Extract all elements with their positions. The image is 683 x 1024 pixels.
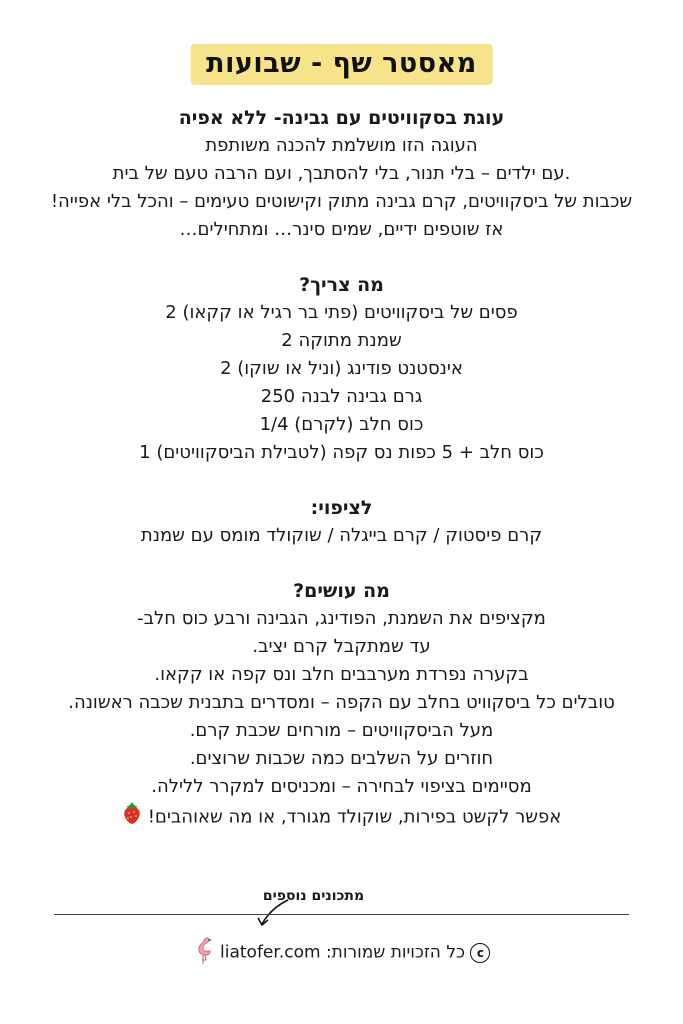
recipe-title: עוגת בסקוויטים עם גבינה- ללא אפיה <box>178 107 505 129</box>
more-recipes-link[interactable]: מתכונים נוספים <box>262 888 365 904</box>
step-line: מסיימים בציפוי לבחירה – ומכניסים למקרר ללילה. <box>151 776 532 797</box>
intro-line: .עם ילדים – בלי תנור, בלי להסתבך, ועם הרבה טעם של בית <box>112 163 571 184</box>
step-line: חוזרים על השלבים כמה שכבות שרוצים. <box>189 748 494 769</box>
page-banner: מאסטר שף - שבועות <box>190 44 493 85</box>
flamingo-icon <box>191 935 215 970</box>
ingredient-item: שמנת מתוקה 2 <box>281 330 402 351</box>
step-line-last <box>20 801 663 834</box>
topping-heading: לציפוי: <box>310 497 373 519</box>
step-line-text: אפשר לקשט בפירות, שוקולד מגורד, או מה שאוהבים! <box>147 806 562 828</box>
step-line: בקערה נפרדת מערבבים חלב ונס קפה או קקאו. <box>154 664 529 685</box>
site-link[interactable]: liatofer.com <box>220 942 321 963</box>
arrow-icon <box>252 896 292 930</box>
ingredient-item: כוס חלב + 5 כפות נס קפה (לטבילת הביסקוויטים) 1 <box>139 442 544 463</box>
rights-text: כל הזכויות שמורות: <box>325 942 465 963</box>
ingredient-item: פסים של ביסקוויטים (פתי בר רגיל או קקאו) 2 <box>165 302 518 323</box>
step-line: טובלים כל ביסקוויט בחלב עם הקפה – ומסדרים בתבנית שכבה ראשונה. <box>68 692 615 713</box>
ingredients-heading: מה צריך? <box>299 274 384 296</box>
intro-line: אז שוטפים ידיים, שמים סינר… ומתחילים… <box>179 219 504 240</box>
strawberry-icon <box>122 801 142 834</box>
copyright-icon: c <box>470 943 490 963</box>
ingredient-item: גרם גבינה לבנה 250 <box>260 386 423 407</box>
step-line: מקציפים את השמנת, הפודינג, הגבינה ורבע כוס חלב- <box>137 608 546 629</box>
ingredient-item: כוס חלב (לקרם) 1/4 <box>259 414 424 435</box>
footer <box>0 935 683 970</box>
step-line: עד שמתקבל קרם יציב. <box>252 636 431 657</box>
intro-line: שכבות של ביסקוויטים, קרם גבינה מתוק וקישוטים טעימים – והכל בלי אפייה! <box>50 191 633 212</box>
footer-divider <box>54 914 629 915</box>
ingredient-item: אינסטנט פודינג (וניל או שוקו) 2 <box>220 358 463 379</box>
topping-text: קרם פיסטוק / קרם בייגלה / שוקולד מומס עם שמנת <box>140 525 543 546</box>
recipe-content <box>20 104 663 834</box>
step-line: מעל הביסקוויטים – מורחים שכבת קרם. <box>189 720 494 741</box>
steps-heading: מה עושים? <box>293 580 390 602</box>
intro-line: העוגה הזו מושלמת להכנה משותפת <box>205 135 478 156</box>
